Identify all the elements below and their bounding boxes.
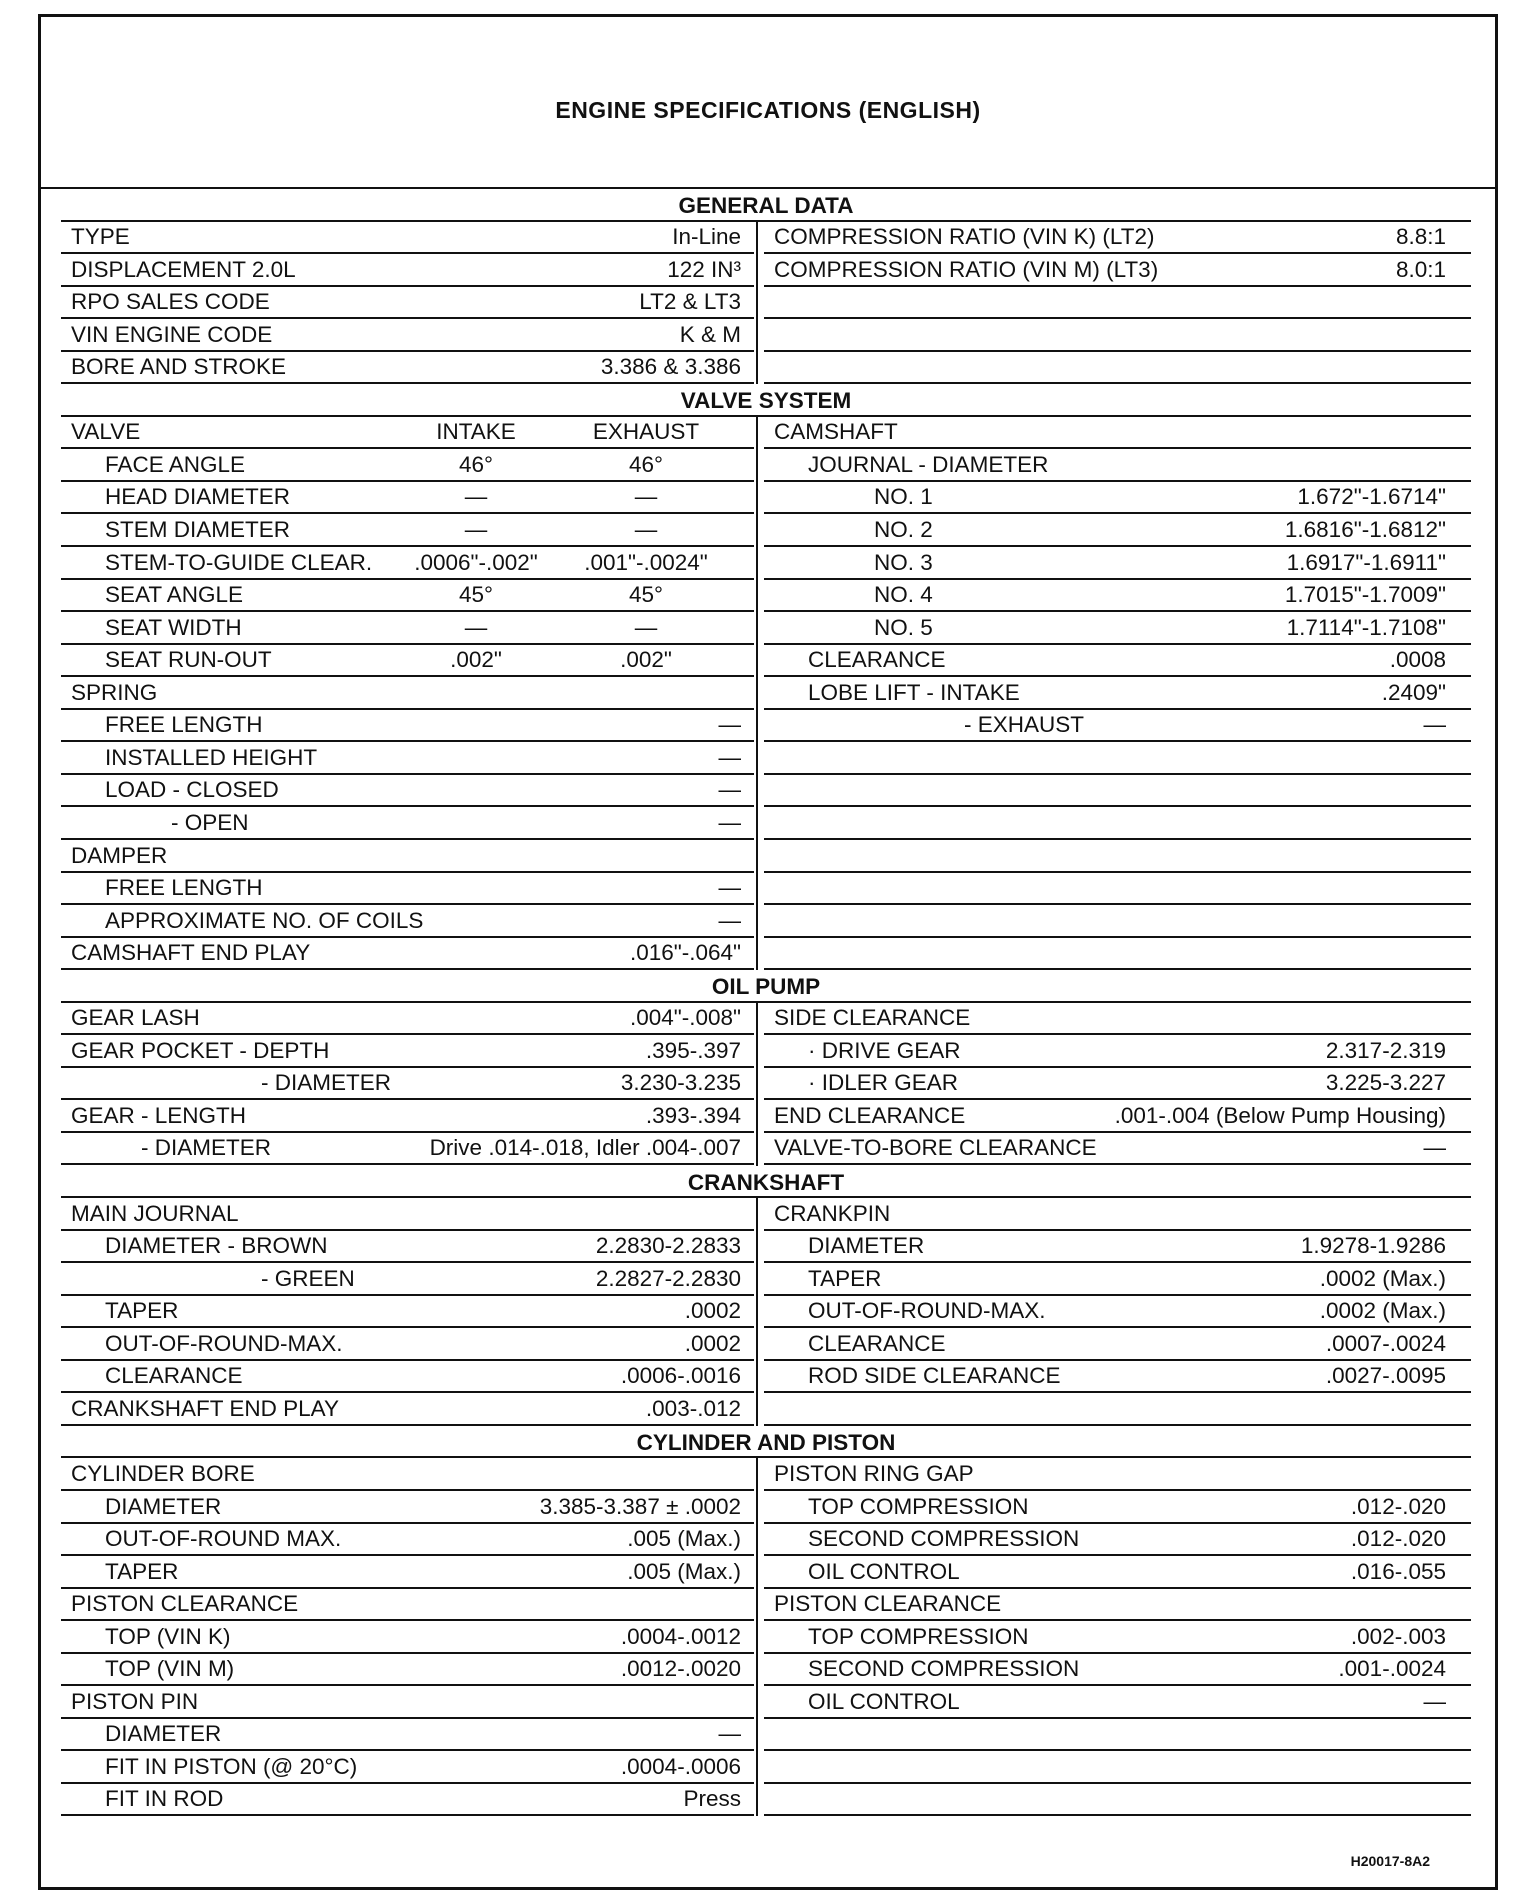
spec-row-right <box>764 1263 1471 1296</box>
spec-row-right <box>764 1458 1471 1491</box>
spec-row-right <box>764 775 1471 808</box>
section-title: CYLINDER AND PISTON <box>636 1429 896 1455</box>
spec-row-right <box>764 807 1471 840</box>
spec-row-left <box>61 775 754 808</box>
spec-label: DIAMETER <box>105 1493 222 1519</box>
spec-row-right <box>764 1100 1471 1133</box>
spec-row-left <box>61 1524 754 1557</box>
spec-label: NO. 4 <box>874 582 933 608</box>
spec-row-left <box>61 1035 754 1068</box>
spec-label: DIAMETER - BROWN <box>105 1233 328 1259</box>
spec-label: OIL CONTROL <box>808 1558 960 1584</box>
spec-value: .0012-.0020 <box>620 1656 741 1682</box>
spec-row-left <box>61 1361 754 1394</box>
section-header <box>61 970 1471 1003</box>
spec-label: FREE LENGTH <box>105 875 263 901</box>
spec-value: .0007-.0024 <box>1325 1330 1446 1356</box>
spec-row-left <box>61 254 754 287</box>
spec-row-right <box>764 710 1471 743</box>
spec-label: SECOND COMPRESSION <box>808 1526 1080 1552</box>
spec-label: MAIN JOURNAL <box>71 1200 239 1226</box>
spec-label: - DIAMETER <box>141 1135 272 1161</box>
exhaust-value: 45° <box>628 582 664 608</box>
spec-label: SEAT WIDTH <box>105 614 242 640</box>
spec-label: END CLEARANCE <box>774 1102 966 1128</box>
spec-row-right <box>764 222 1471 255</box>
spec-value: — <box>718 744 741 770</box>
spec-label: JOURNAL - DIAMETER <box>808 451 1049 477</box>
spec-label: TOP COMPRESSION <box>808 1623 1029 1649</box>
spec-label: TOP (VIN M) <box>105 1656 235 1682</box>
spec-row-right <box>764 449 1471 482</box>
spec-value: .002-.003 <box>1350 1623 1446 1649</box>
column-divider <box>756 1458 758 1816</box>
spec-row-left <box>61 807 754 840</box>
intake-value: 45° <box>458 582 494 608</box>
spec-row-right <box>764 319 1471 352</box>
exhaust-value: — <box>634 517 658 543</box>
section-title: VALVE SYSTEM <box>680 388 852 414</box>
spec-label: SECOND COMPRESSION <box>808 1656 1080 1682</box>
spec-row-left <box>61 352 754 385</box>
spec-row-left <box>61 1328 754 1361</box>
spec-value: .001-.004 (Below Pump Housing) <box>1114 1102 1446 1128</box>
spec-value: 122 IN³ <box>667 256 741 282</box>
exhaust-value: 46° <box>628 451 664 477</box>
spec-value: .004"-.008" <box>629 1005 741 1031</box>
spec-row-right <box>764 1621 1471 1654</box>
spec-label: FIT IN ROD <box>105 1786 224 1812</box>
spec-row-left <box>61 612 754 645</box>
spec-label: DIAMETER <box>808 1233 925 1259</box>
section-header <box>61 1426 1471 1459</box>
spec-value: 1.7015"-1.7009" <box>1284 582 1446 608</box>
spec-label: NO. 5 <box>874 614 933 640</box>
exhaust-value: .001"-.0024" <box>584 549 708 575</box>
spec-row-right <box>764 873 1471 906</box>
spec-label: SEAT ANGLE <box>105 582 243 608</box>
spec-row-right <box>764 547 1471 580</box>
section-title: OIL PUMP <box>711 974 821 1000</box>
spec-value: 3.230-3.235 <box>620 1070 741 1096</box>
spec-row-left <box>61 645 754 678</box>
spec-value: 2.2830-2.2833 <box>595 1233 741 1259</box>
spec-row-right <box>764 580 1471 613</box>
section-header <box>61 1166 1471 1199</box>
spec-row-right <box>764 287 1471 320</box>
spec-label: CLEARANCE <box>105 1363 243 1389</box>
spec-label: - EXHAUST <box>964 712 1085 738</box>
spec-value: Press <box>683 1786 741 1812</box>
spec-label: TOP COMPRESSION <box>808 1493 1029 1519</box>
spec-label: VIN ENGINE CODE <box>71 321 273 347</box>
spec-label: FIT IN PISTON (@ 20°C) <box>105 1753 358 1779</box>
spec-value: 1.672"-1.6714" <box>1297 484 1446 510</box>
spec-label: - OPEN <box>171 809 249 835</box>
figure-code: H20017-8A2 <box>1350 1853 1430 1869</box>
spec-row-left <box>61 1589 754 1622</box>
spec-value: .395-.397 <box>645 1037 741 1063</box>
spec-value: .003-.012 <box>645 1395 741 1421</box>
spec-row-left <box>61 710 754 743</box>
spec-value: .0008 <box>1389 647 1446 673</box>
spec-label: ROD SIDE CLEARANCE <box>808 1363 1061 1389</box>
spec-row-left <box>61 1491 754 1524</box>
column-divider <box>756 1003 758 1166</box>
spec-label: TAPER <box>105 1298 179 1324</box>
spec-row-left <box>61 1198 754 1231</box>
spec-label: · IDLER GEAR <box>808 1070 959 1096</box>
spec-row-right <box>764 905 1471 938</box>
spec-label: GEAR - LENGTH <box>71 1102 247 1128</box>
spec-value: .0004-.0012 <box>620 1623 741 1649</box>
spec-row-left <box>61 677 754 710</box>
spec-label: OUT-OF-ROUND-MAX. <box>105 1330 343 1356</box>
spec-row-left <box>61 905 754 938</box>
spec-row-right <box>764 1198 1471 1231</box>
spec-value: .0002 (Max.) <box>1319 1265 1446 1291</box>
spec-value: .0002 (Max.) <box>1319 1298 1446 1324</box>
intake-value: — <box>464 517 488 543</box>
spec-row-right <box>764 1231 1471 1264</box>
spec-label: CLEARANCE <box>808 1330 946 1356</box>
spec-row-left <box>61 742 754 775</box>
spec-row-right <box>764 840 1471 873</box>
spec-value: 3.225-3.227 <box>1325 1070 1446 1096</box>
spec-row-left <box>61 1719 754 1752</box>
spec-label: COMPRESSION RATIO (VIN M) (LT3) <box>774 256 1159 282</box>
spec-label: - GREEN <box>261 1265 355 1291</box>
spec-label: HEAD DIAMETER <box>105 484 291 510</box>
intake-value: 46° <box>458 451 494 477</box>
spec-row-right <box>764 254 1471 287</box>
spec-label: PISTON CLEARANCE <box>71 1591 299 1617</box>
spec-value: — <box>718 809 741 835</box>
spec-row-right <box>764 1654 1471 1687</box>
spec-row-right <box>764 1068 1471 1101</box>
spec-label: OIL CONTROL <box>808 1688 960 1714</box>
spec-label: TYPE <box>71 224 130 250</box>
spec-value: — <box>1423 1688 1446 1714</box>
spec-value: LT2 & LT3 <box>639 289 741 315</box>
spec-label: CAMSHAFT END PLAY <box>71 940 311 966</box>
intake-value: INTAKE <box>436 419 516 445</box>
spec-label: STEM DIAMETER <box>105 517 291 543</box>
spec-label: VALVE <box>71 419 141 445</box>
spec-row-left <box>61 547 754 580</box>
spec-value: .0002 <box>684 1330 741 1356</box>
spec-row-left <box>61 1068 754 1101</box>
spec-value: 1.6816"-1.6812" <box>1284 517 1446 543</box>
spec-value: .393-.394 <box>645 1102 741 1128</box>
spec-label: CRANKSHAFT END PLAY <box>71 1395 339 1421</box>
spec-value: .0027-.0095 <box>1325 1363 1446 1389</box>
spec-row-right <box>764 1133 1471 1166</box>
spec-label: CLEARANCE <box>808 647 946 673</box>
spec-label: · DRIVE GEAR <box>808 1037 961 1063</box>
spec-value: 1.7114"-1.7108" <box>1286 614 1446 640</box>
spec-label: STEM-TO-GUIDE CLEAR. <box>105 549 373 575</box>
spec-row-left <box>61 449 754 482</box>
spec-value: — <box>1423 712 1446 738</box>
spec-label: GEAR LASH <box>71 1005 200 1031</box>
spec-row-left <box>61 1263 754 1296</box>
spec-row-right <box>764 742 1471 775</box>
spec-label: FREE LENGTH <box>105 712 263 738</box>
spec-value: .005 (Max.) <box>627 1526 741 1552</box>
spec-row-left <box>61 1296 754 1329</box>
spec-label: CAMSHAFT <box>774 419 898 445</box>
spec-label: DAMPER <box>71 842 168 868</box>
spec-row-right <box>764 1524 1471 1557</box>
spec-row-right <box>764 1361 1471 1394</box>
spec-label: OUT-OF-ROUND MAX. <box>105 1526 342 1552</box>
intake-value: — <box>464 614 488 640</box>
exhaust-value: EXHAUST <box>592 419 700 445</box>
spec-row-left <box>61 1621 754 1654</box>
spec-row-left <box>61 840 754 873</box>
spec-value: — <box>718 777 741 803</box>
spec-row-left <box>61 1751 754 1784</box>
spec-label: DIAMETER <box>105 1721 222 1747</box>
spec-row-left <box>61 873 754 906</box>
spec-label: SIDE CLEARANCE <box>774 1005 971 1031</box>
intake-value: .002" <box>450 647 502 673</box>
spec-row-right <box>764 1686 1471 1719</box>
spec-value: .012-.020 <box>1350 1526 1446 1552</box>
spec-row-left <box>61 482 754 515</box>
spec-label: NO. 2 <box>874 517 933 543</box>
spec-value: .016"-.064" <box>629 940 741 966</box>
column-divider <box>756 1198 758 1426</box>
spec-label: CRANKPIN <box>774 1200 891 1226</box>
spec-label: TAPER <box>105 1558 179 1584</box>
spec-row-left <box>61 1686 754 1719</box>
spec-value: — <box>1423 1135 1446 1161</box>
spec-value: 8.8:1 <box>1395 224 1446 250</box>
spec-row-left <box>61 319 754 352</box>
spec-row-right <box>764 1751 1471 1784</box>
spec-label: CYLINDER BORE <box>71 1460 255 1486</box>
spec-row-left <box>61 1133 754 1166</box>
spec-label: OUT-OF-ROUND-MAX. <box>808 1298 1046 1324</box>
spec-row-right <box>764 1556 1471 1589</box>
spec-value: 1.9278-1.9286 <box>1300 1233 1446 1259</box>
spec-label: APPROXIMATE NO. OF COILS <box>105 907 424 933</box>
spec-row-right <box>764 482 1471 515</box>
spec-row-right <box>764 612 1471 645</box>
spec-label: NO. 3 <box>874 549 933 575</box>
spec-value: 2.2827-2.2830 <box>595 1265 741 1291</box>
spec-row-right <box>764 1296 1471 1329</box>
spec-label: GEAR POCKET - DEPTH <box>71 1037 330 1063</box>
column-divider <box>756 222 758 385</box>
spec-value: .2409" <box>1381 679 1446 705</box>
spec-value: .0004-.0006 <box>620 1753 741 1779</box>
spec-label: PISTON PIN <box>71 1688 199 1714</box>
spec-value: Drive .014-.018, Idler .004-.007 <box>429 1135 741 1161</box>
section-title: GENERAL DATA <box>678 193 854 218</box>
spec-row-left <box>61 222 754 255</box>
spec-row-left <box>61 580 754 613</box>
spec-row-right <box>764 938 1471 971</box>
spec-row-right <box>764 1784 1471 1817</box>
spec-label: SPRING <box>71 679 158 705</box>
spec-row-right <box>764 417 1471 450</box>
spec-row-left <box>61 287 754 320</box>
spec-value: 2.317-2.319 <box>1325 1037 1446 1063</box>
spec-value: .0006-.0016 <box>620 1363 741 1389</box>
spec-label: LOAD - CLOSED <box>105 777 279 803</box>
spec-value: .001-.0024 <box>1338 1656 1446 1682</box>
spec-value: — <box>718 1721 741 1747</box>
spec-label: - DIAMETER <box>261 1070 392 1096</box>
spec-value: .0002 <box>684 1298 741 1324</box>
spec-row-left <box>61 938 754 971</box>
spec-label: SEAT RUN-OUT <box>105 647 272 673</box>
spec-value: .016-.055 <box>1350 1558 1446 1584</box>
page-title: ENGINE SPECIFICATIONS (ENGLISH) <box>555 97 981 123</box>
spec-row-left <box>61 417 754 450</box>
spec-row-right <box>764 1589 1471 1622</box>
spec-row-right <box>764 1003 1471 1036</box>
spec-label: NO. 1 <box>874 484 933 510</box>
spec-row-left <box>61 1654 754 1687</box>
spec-value: 8.0:1 <box>1395 256 1446 282</box>
spec-label: BORE AND STROKE <box>71 354 287 380</box>
spec-value: In-Line <box>672 224 741 250</box>
spec-value: 3.386 & 3.386 <box>600 354 741 380</box>
spec-label: FACE ANGLE <box>105 451 246 477</box>
spec-label: PISTON RING GAP <box>774 1460 974 1486</box>
spec-row-left <box>61 1003 754 1036</box>
intake-value: .0006"-.002" <box>414 549 538 575</box>
spec-label: DISPLACEMENT 2.0L <box>71 256 296 282</box>
spec-label: LOBE LIFT - INTAKE <box>808 679 1020 705</box>
spec-value: 1.6917"-1.6911" <box>1286 549 1446 575</box>
section-header <box>61 189 1471 222</box>
spec-row-right <box>764 1393 1471 1426</box>
spec-row-left <box>61 1784 754 1817</box>
spec-row-right <box>764 1719 1471 1752</box>
section-title: CRANKSHAFT <box>687 1169 845 1195</box>
spec-row-left <box>61 1556 754 1589</box>
spec-row-left <box>61 515 754 548</box>
spec-row-left <box>61 1393 754 1426</box>
spec-value: .012-.020 <box>1350 1493 1446 1519</box>
intake-value: — <box>464 484 488 510</box>
exhaust-value: — <box>634 614 658 640</box>
exhaust-value: — <box>634 484 658 510</box>
spec-label: PISTON CLEARANCE <box>774 1591 1002 1617</box>
spec-value: — <box>718 875 741 901</box>
spec-label: TOP (VIN K) <box>105 1623 231 1649</box>
section-header <box>61 384 1471 417</box>
spec-row-left <box>61 1231 754 1264</box>
spec-sheet <box>38 14 1498 1890</box>
spec-row-right <box>764 1328 1471 1361</box>
column-divider <box>756 417 758 970</box>
spec-row-right <box>764 352 1471 385</box>
spec-row-left <box>61 1458 754 1491</box>
spec-value: — <box>718 712 741 738</box>
spec-row-right <box>764 1035 1471 1068</box>
exhaust-value: .002" <box>620 647 672 673</box>
spec-label: TAPER <box>808 1265 882 1291</box>
spec-label: VALVE-TO-BORE CLEARANCE <box>774 1135 1097 1161</box>
spec-row-right <box>764 1491 1471 1524</box>
spec-value: 3.385-3.387 ± .0002 <box>539 1493 741 1519</box>
spec-row-right <box>764 515 1471 548</box>
spec-label: COMPRESSION RATIO (VIN K) (LT2) <box>774 224 1155 250</box>
spec-row-right <box>764 645 1471 678</box>
spec-value: .005 (Max.) <box>627 1558 741 1584</box>
spec-value: K & M <box>679 321 741 347</box>
spec-value: — <box>718 907 741 933</box>
spec-row-right <box>764 677 1471 710</box>
spec-row-left <box>61 1100 754 1133</box>
spec-label: INSTALLED HEIGHT <box>105 744 318 770</box>
spec-label: RPO SALES CODE <box>71 289 270 315</box>
